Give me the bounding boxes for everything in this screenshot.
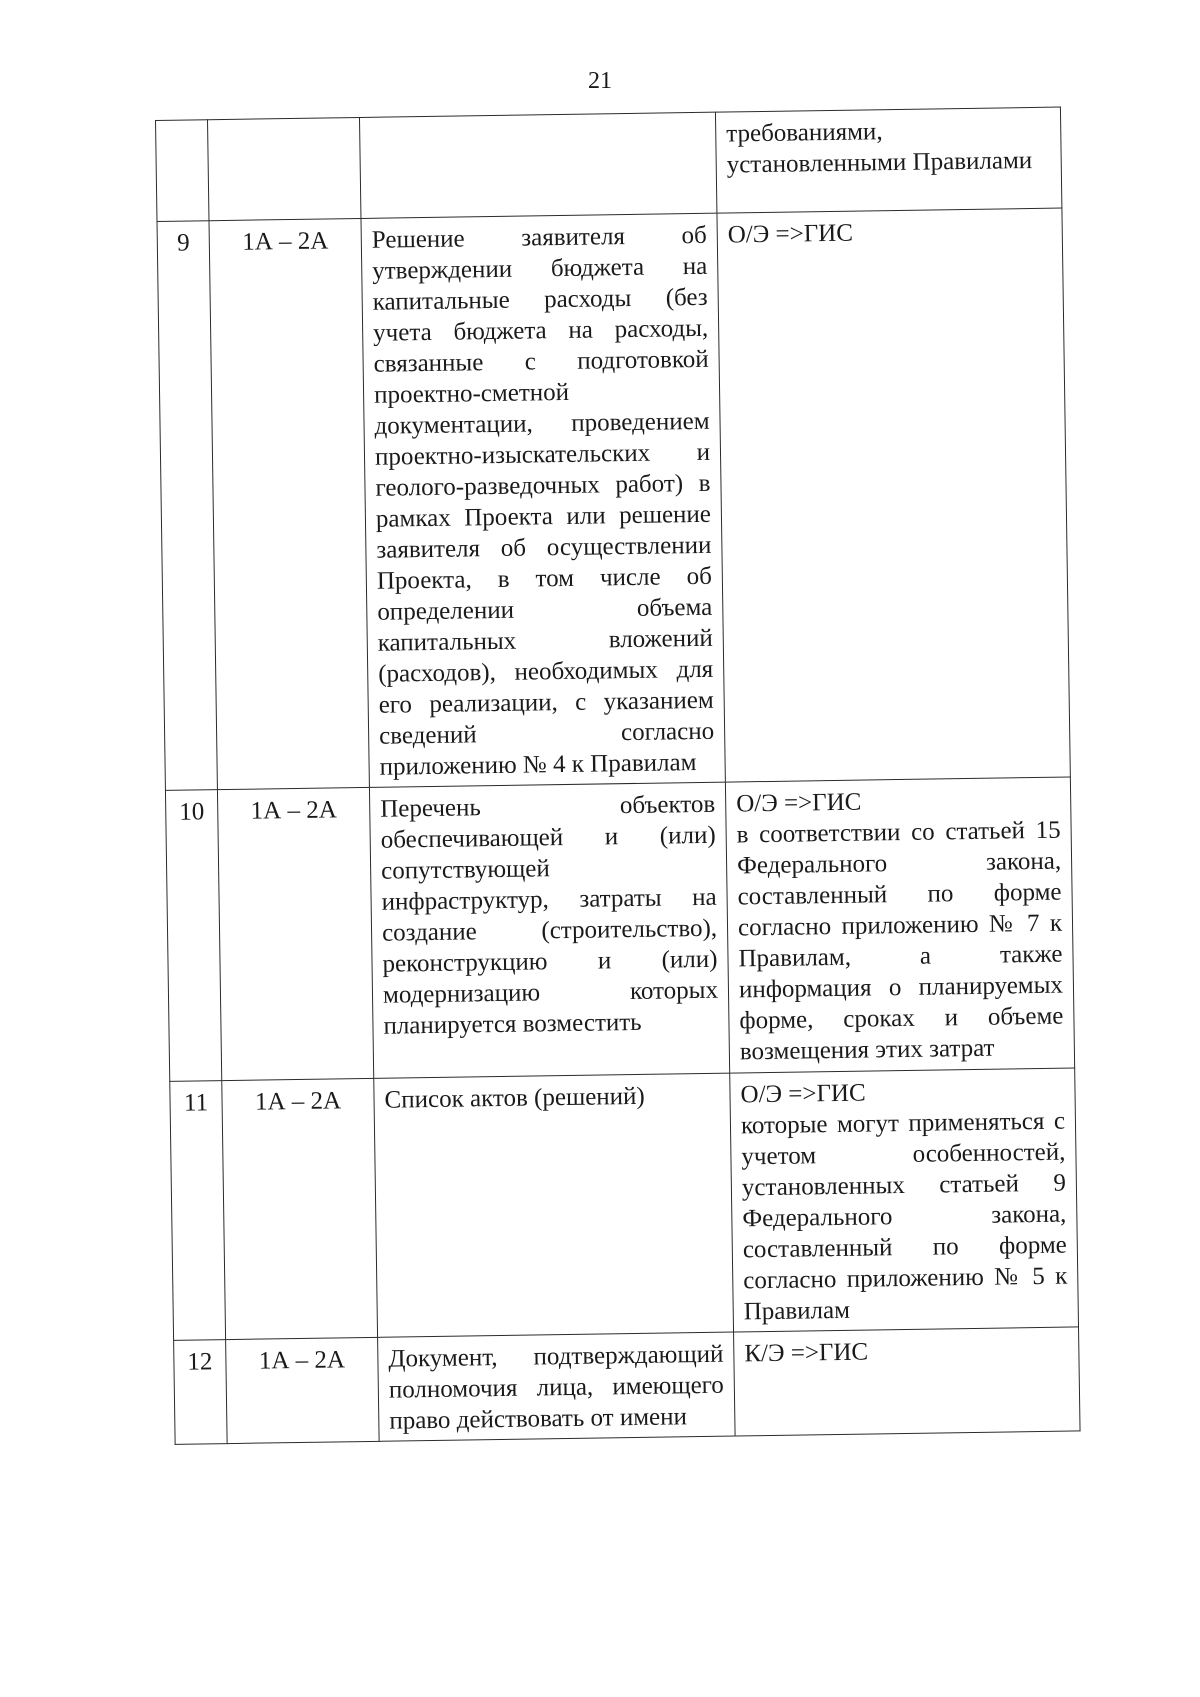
row-number-cell: 9 xyxy=(157,221,217,791)
row-stage-cell xyxy=(208,117,361,220)
note-code: О/Э =>ГИС xyxy=(727,219,854,249)
row-note-cell xyxy=(730,1068,1079,1332)
table-row xyxy=(165,777,1074,1081)
row-document-cell: Перечень объектов обеспечивающей и (или) сопутствующей инфраструктур, затраты на создание (строительство), реконструкцию и (или) модернизацию которых планируется возместить xyxy=(369,782,729,1078)
row-number-cell: 10 xyxy=(165,790,221,1082)
note-text: которые могут применяться с учетом особенностей, установленных статьей 9 Федерального закона, составленный по форме согласно приложению № 5 к Правилам xyxy=(740,1107,1068,1326)
row-note-cell: требованиями, установленными Правилами xyxy=(715,107,1061,213)
row-document-cell xyxy=(359,112,716,218)
row-document-cell: Решение заявителя об утверждении бюджета на капитальные расходы (без учета бюджета на расходы, связанные с подготовкой проектно-сметной документации, проведением проектно-изыскательских и геолого-разведочных работ) в рамках Проекта или решение заявителя об осуществлении Проекта, в том числе об определении объема капитальных вложений (расходов), необходимых для его реализации, с указанием сведений согласно приложению № 4 к Правилам xyxy=(361,213,725,787)
page-number: 21 xyxy=(588,68,612,94)
row-note-cell xyxy=(725,777,1074,1073)
row-number-cell xyxy=(156,120,209,222)
note-code: К/Э =>ГИС xyxy=(744,1338,869,1368)
row-stage-cell: 1А – 2А xyxy=(222,1078,378,1339)
row-note-cell xyxy=(717,208,1070,782)
row-document-cell: Список актов (решений) xyxy=(374,1073,734,1337)
row-document-cell: Документ, подтверждающий полномочия лица, имеющего право действовать от имени xyxy=(378,1332,736,1441)
table-row xyxy=(170,1068,1079,1340)
row-stage-cell: 1А – 2А xyxy=(209,218,369,789)
note-code: О/Э =>ГИС xyxy=(740,1079,866,1109)
table-row xyxy=(174,1327,1080,1444)
row-number-cell: 12 xyxy=(174,1340,228,1445)
note-code: О/Э =>ГИС xyxy=(736,788,862,818)
note-text: в соответствии со статьей 15 Федерального закона, составленный по форме согласно приложению № 7 к Правилам, а также информация о планируемых форме, сроках и объеме возмещения этих затрат xyxy=(736,816,1064,1066)
row-stage-cell: 1А – 2А xyxy=(226,1337,380,1443)
table-row-continuation xyxy=(156,107,1062,221)
row-note-cell xyxy=(734,1327,1081,1436)
table-row xyxy=(157,208,1070,790)
row-stage-cell: 1А – 2А xyxy=(217,787,373,1080)
row-number-cell: 11 xyxy=(170,1081,226,1341)
documents-table xyxy=(155,107,1081,1445)
